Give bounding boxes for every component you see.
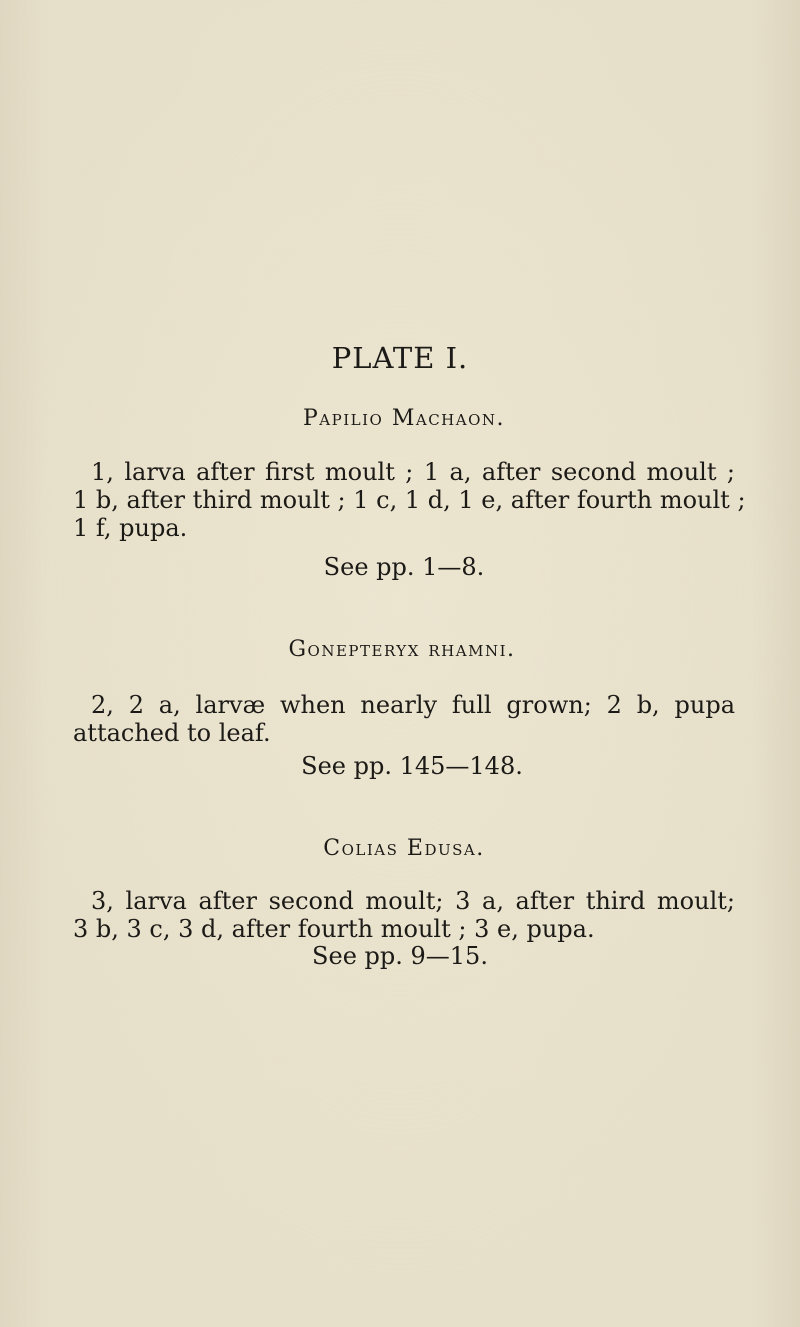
description-line: attached to leaf. <box>73 719 271 747</box>
plate-description-gonepteryx <box>73 691 735 747</box>
page-reference-papilio: See pp. 1—8. <box>323 553 485 581</box>
plate-description-colias <box>73 887 735 943</box>
description-line: 1 b, after third moult ; 1 c, 1 d, 1 e, after fourth moult ; <box>73 486 746 514</box>
page-reference-colias: See pp. 9—15. <box>312 942 488 970</box>
plate-description-papilio <box>73 458 746 542</box>
description-line: 3 b, 3 c, 3 d, after fourth moult ; 3 e, pupa. <box>73 915 595 943</box>
description-line: 3, larva after second moult; 3 a, after third moult; <box>91 887 735 915</box>
description-line: 1 f, pupa. <box>73 514 188 542</box>
species-heading-gonepteryx-rhamni: Gonepteryx rhamni. <box>288 637 516 662</box>
plate-title: PLATE I. <box>331 341 469 375</box>
description-line: 1, larva after first moult ; 1 a, after second moult ; <box>91 458 735 486</box>
species-heading-papilio-machaon: Papilio Machaon. <box>303 406 505 431</box>
page-reference-gonepteryx: See pp. 145—148. <box>301 752 523 780</box>
description-line: 2, 2 a, larvæ when nearly full grown; 2 b, pupa <box>91 691 735 719</box>
species-heading-colias-edusa: Colias Edusa. <box>323 836 485 861</box>
